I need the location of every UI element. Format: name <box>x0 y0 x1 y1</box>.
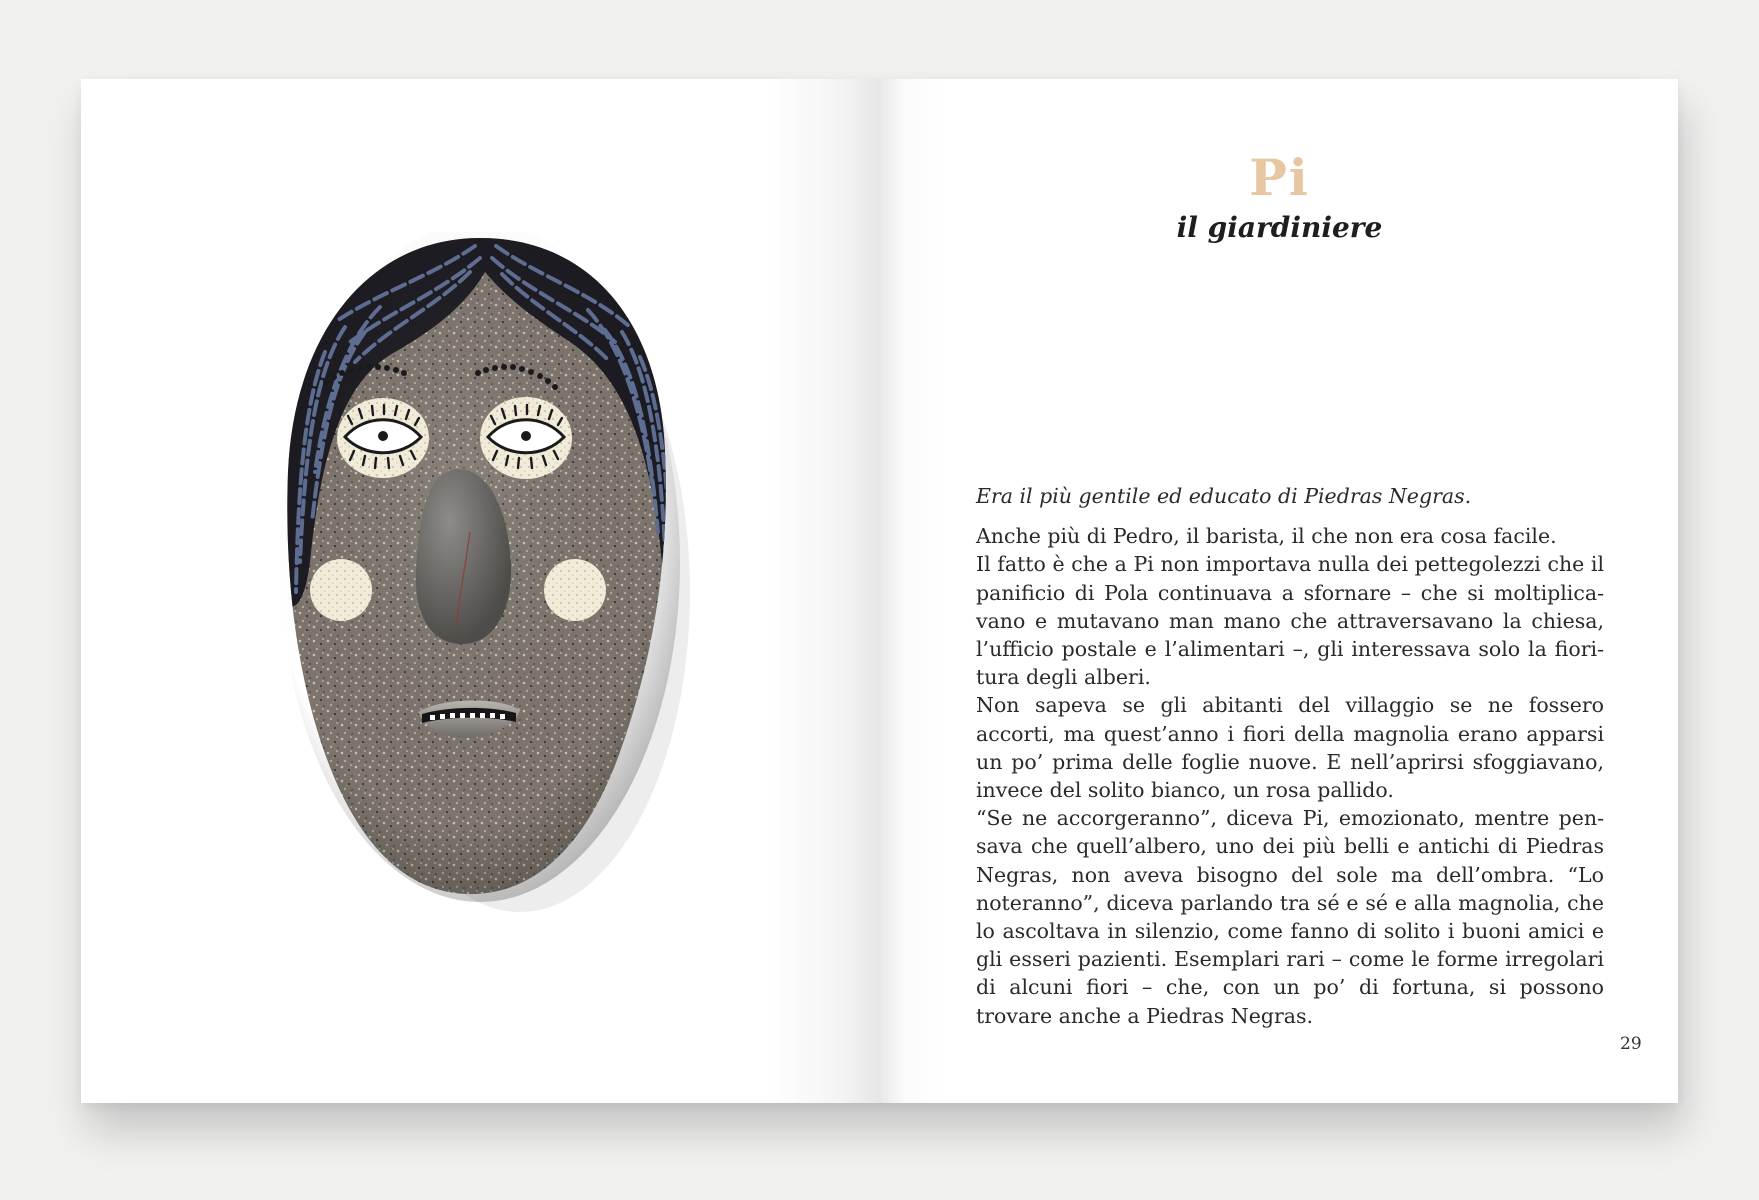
page-number: 29 <box>1620 1034 1642 1054</box>
chapter-title: Pi <box>1249 148 1310 207</box>
paragraph: Anche più di Pedro, il barista, il che non era cosa facile. <box>976 524 1557 549</box>
paragraph: Non sapeva se gli abitanti del villaggio se ne fossero accorti, ma quest’anno i fiori della magnolia erano apparsi un po’ prima delle foglie nuove. E nell’aprirsi sfoggiavano, invece del solito bianco, un rosa pallido. <box>976 693 1604 803</box>
pebble-face-illustration <box>270 232 690 932</box>
paragraph: Il fatto è che a Pi non importava nulla dei pettegolezzi che il panificio di Pola continuava a sfornare – che si moltiplicavano e mutavano man mano che attraversavano la chiesa, l’ufficio postale e l’alimentari –, gli interessava solo la fioritura degli alberi. <box>976 552 1604 690</box>
chapter-heading <box>881 148 1678 246</box>
lead-sentence: Era il più gentile ed educato di Piedras Negras. <box>976 484 1472 508</box>
chapter-body <box>976 482 1604 1030</box>
chapter-subtitle: il giardiniere <box>1176 211 1383 244</box>
paragraph: “Se ne accorgeranno”, diceva Pi, emozionato, mentre pensava che quell’albero, uno dei più belli e antichi di Piedras Negras, non aveva bisogno del sole ma dell’ombra. “Lo noteranno”, diceva parlando tra sé e sé e alla magnolia, che lo ascoltava in silenzio, come fanno di solito i buoni amici e gli esseri pazienti. Esemplari rari – come le forme irregolari di alcuni fiori – che, con un po’ di fortuna, si possono trovare anche a Piedras Negras. <box>976 806 1604 1028</box>
